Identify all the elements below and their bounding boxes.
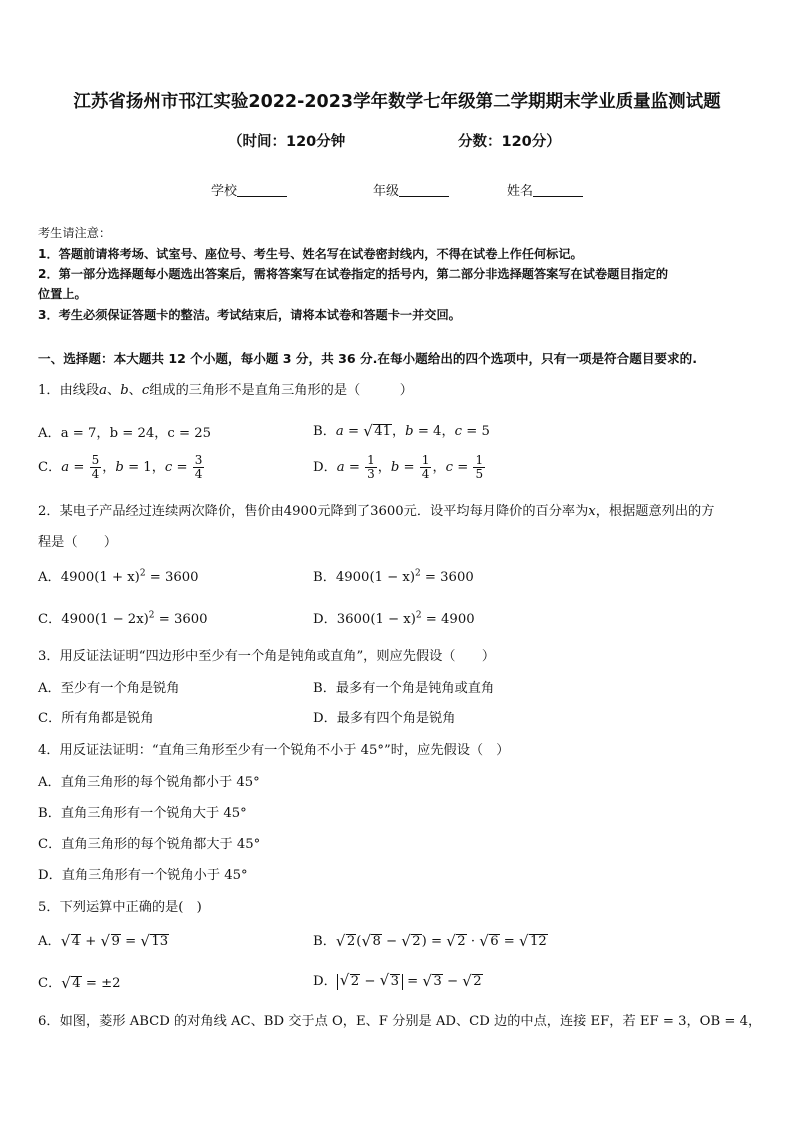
notice-heading: 考生请注意： — [38, 226, 112, 240]
name-field — [507, 180, 583, 199]
q2-d-rhs: = 4900 — [421, 612, 475, 627]
q2-b-exp: 2 — [415, 568, 421, 579]
q4-option-c: C．直角三角形的每个锐角都大于 45° — [38, 837, 261, 852]
q2-option-b — [313, 566, 474, 585]
q2-a-expr: A．4900(1 + x) — [38, 570, 140, 585]
q3-option-c: C．所有角都是锐角 — [38, 711, 154, 726]
q1-var-b: b — [120, 383, 129, 398]
question-6-stem: 6．如图，菱形 ABCD 的对角线 AC、BD 交于点 O，E、F 分别是 AD、CD 边的中点，连接 EF，若 EF = 3，OB = 4， — [38, 1014, 762, 1029]
question-1-stem: 1．由线段a、b、c组成的三角形不是直角三角形的是（ ） — [38, 383, 413, 398]
q5-b-label: B． — [313, 934, 336, 949]
q1-a-expr: a = 7，b = 24，c = 25 — [60, 426, 212, 441]
q4-option-b: B．直角三角形有一个锐角大于 45° — [38, 806, 247, 821]
notice-item-1: 1．答题前请将考场、试室号、座位号、考生号、姓名写在试卷密封线内，不得在试卷上作任何标记。 — [38, 247, 583, 261]
notice-item-2-cont: 位置上。 — [38, 287, 87, 301]
q1-stem-end: 组成的三角形不是直角三角形的是（ ） — [149, 383, 413, 398]
q2-var-x: x — [588, 504, 596, 519]
notice-item-3: 3．考生必须保证答题卡的整洁。考试结束后，请将本试卷和答题卡一并交回。 — [38, 308, 461, 322]
question-2-stem-line2: 程是（ ） — [38, 535, 118, 550]
question-2-stem — [38, 500, 714, 519]
q2-b-rhs: = 3600 — [420, 570, 474, 585]
school-field — [211, 180, 287, 199]
q5-c-label: C． — [38, 976, 62, 991]
name-blank — [533, 183, 583, 197]
q1-c-label: C． — [38, 460, 62, 475]
q3-option-a: A．至少有一个角是锐角 — [38, 681, 180, 696]
q2-option-c — [38, 608, 208, 627]
school-blank — [237, 183, 287, 197]
q5-a-label: A． — [38, 934, 61, 949]
q2-option-a — [38, 566, 199, 585]
q1-stem-start: 1．由线段 — [38, 383, 100, 398]
q3-option-b: B．最多有一个角是钝角或直角 — [313, 681, 495, 696]
q1-a-label: A． — [38, 426, 61, 441]
sqrt-symbol: √ 41 — [364, 424, 392, 439]
section-heading: 一、选择题：本大题共 12 个小题，每小题 3 分，共 36 分.在每小题给出的四个选项中，只有一项是符合题目要求的. — [38, 351, 698, 366]
q2-c-exp: 2 — [148, 610, 155, 621]
q1-d-label: D． — [313, 460, 337, 475]
grade-blank — [399, 183, 449, 197]
q1-option-b: B．a = √ 41，b = 4，c = 5 — [313, 420, 490, 439]
q2-a-exp: 2 — [139, 568, 146, 579]
total-score: 分数：120分） — [458, 134, 561, 150]
q2-option-d — [313, 608, 475, 627]
q5-d-label: D． — [313, 974, 337, 989]
school-label: 学校 — [211, 184, 238, 199]
q2-stem-line1: 2．某电子产品经过连续两次降价，售价由4900元降到了3600元．设平均每月降价的百分率为 — [38, 504, 589, 519]
q4-option-a: A．直角三角形的每个锐角都小于 45° — [38, 775, 260, 790]
q5-option-c: C．√ 4 = ±2 — [38, 972, 121, 991]
question-3-stem: 3．用反证法证明“四边形中至少有一个角是钝角或直角”，则应先假设（ ） — [38, 649, 496, 664]
q2-c-expr: C．4900(1 − 2x) — [38, 612, 149, 627]
q2-a-rhs: = 3600 — [145, 570, 199, 585]
q5-option-b: B．√ 2(√ 8 − √ 2) = √ 2 · √ 6 = √ 12 — [313, 930, 548, 949]
name-label: 姓名 — [507, 184, 534, 199]
q1-var-c: c — [141, 383, 150, 398]
time-limit: （时间：120分钟 — [228, 134, 346, 150]
grade-label: 年级 — [373, 184, 400, 199]
q1-option-c: C．a = $\frac{5}{4}$ ，b = 1，c = $\frac{3}{4}$ — [38, 453, 203, 481]
q2-d-expr: D．3600(1 − x) — [313, 612, 416, 627]
q5-option-a: A．√ 4 + √ 9 = √ 13 — [38, 930, 169, 949]
q1-b-label: B． — [313, 424, 336, 439]
q2-d-exp: 2 — [415, 610, 422, 621]
q2-b-expr: B．4900(1 − x) — [313, 570, 415, 585]
notice-item-2: 2．第一部分选择题每小题选出答案后，需将答案写在试卷指定的括号内，第二部分非选择题答案写在试卷题目指定的 — [38, 267, 669, 281]
q1-var-a: a — [99, 383, 108, 398]
question-4-stem: 4．用反证法证明：“直角三角形至少有一个锐角不小于 45°”时，应先假设（ ） — [38, 743, 510, 758]
exam-title: 江苏省扬州市邗江实验2022-2023学年数学七年级第二学期期末学业质量监测试题 — [73, 92, 721, 112]
q1-option-a — [38, 422, 211, 441]
q5-option-d: D．√ 2 − √ 3 = √ 3 − √ 2 — [313, 970, 483, 990]
q4-option-d: D．直角三角形有一个锐角小于 45° — [38, 868, 248, 883]
q2-stem-line1-end: ，根据题意列出的方 — [595, 504, 715, 519]
q1-option-d: D．a = $\frac{1}{3}$ ，b = $\frac{1}{4}$ ，c = $\frac{1}{5}$ — [313, 453, 484, 481]
question-5-stem: 5．下列运算中正确的是( ) — [38, 900, 202, 915]
q2-c-rhs: = 3600 — [154, 612, 208, 627]
q3-option-d: D．最多有四个角是锐角 — [313, 711, 456, 726]
grade-field — [373, 180, 449, 199]
